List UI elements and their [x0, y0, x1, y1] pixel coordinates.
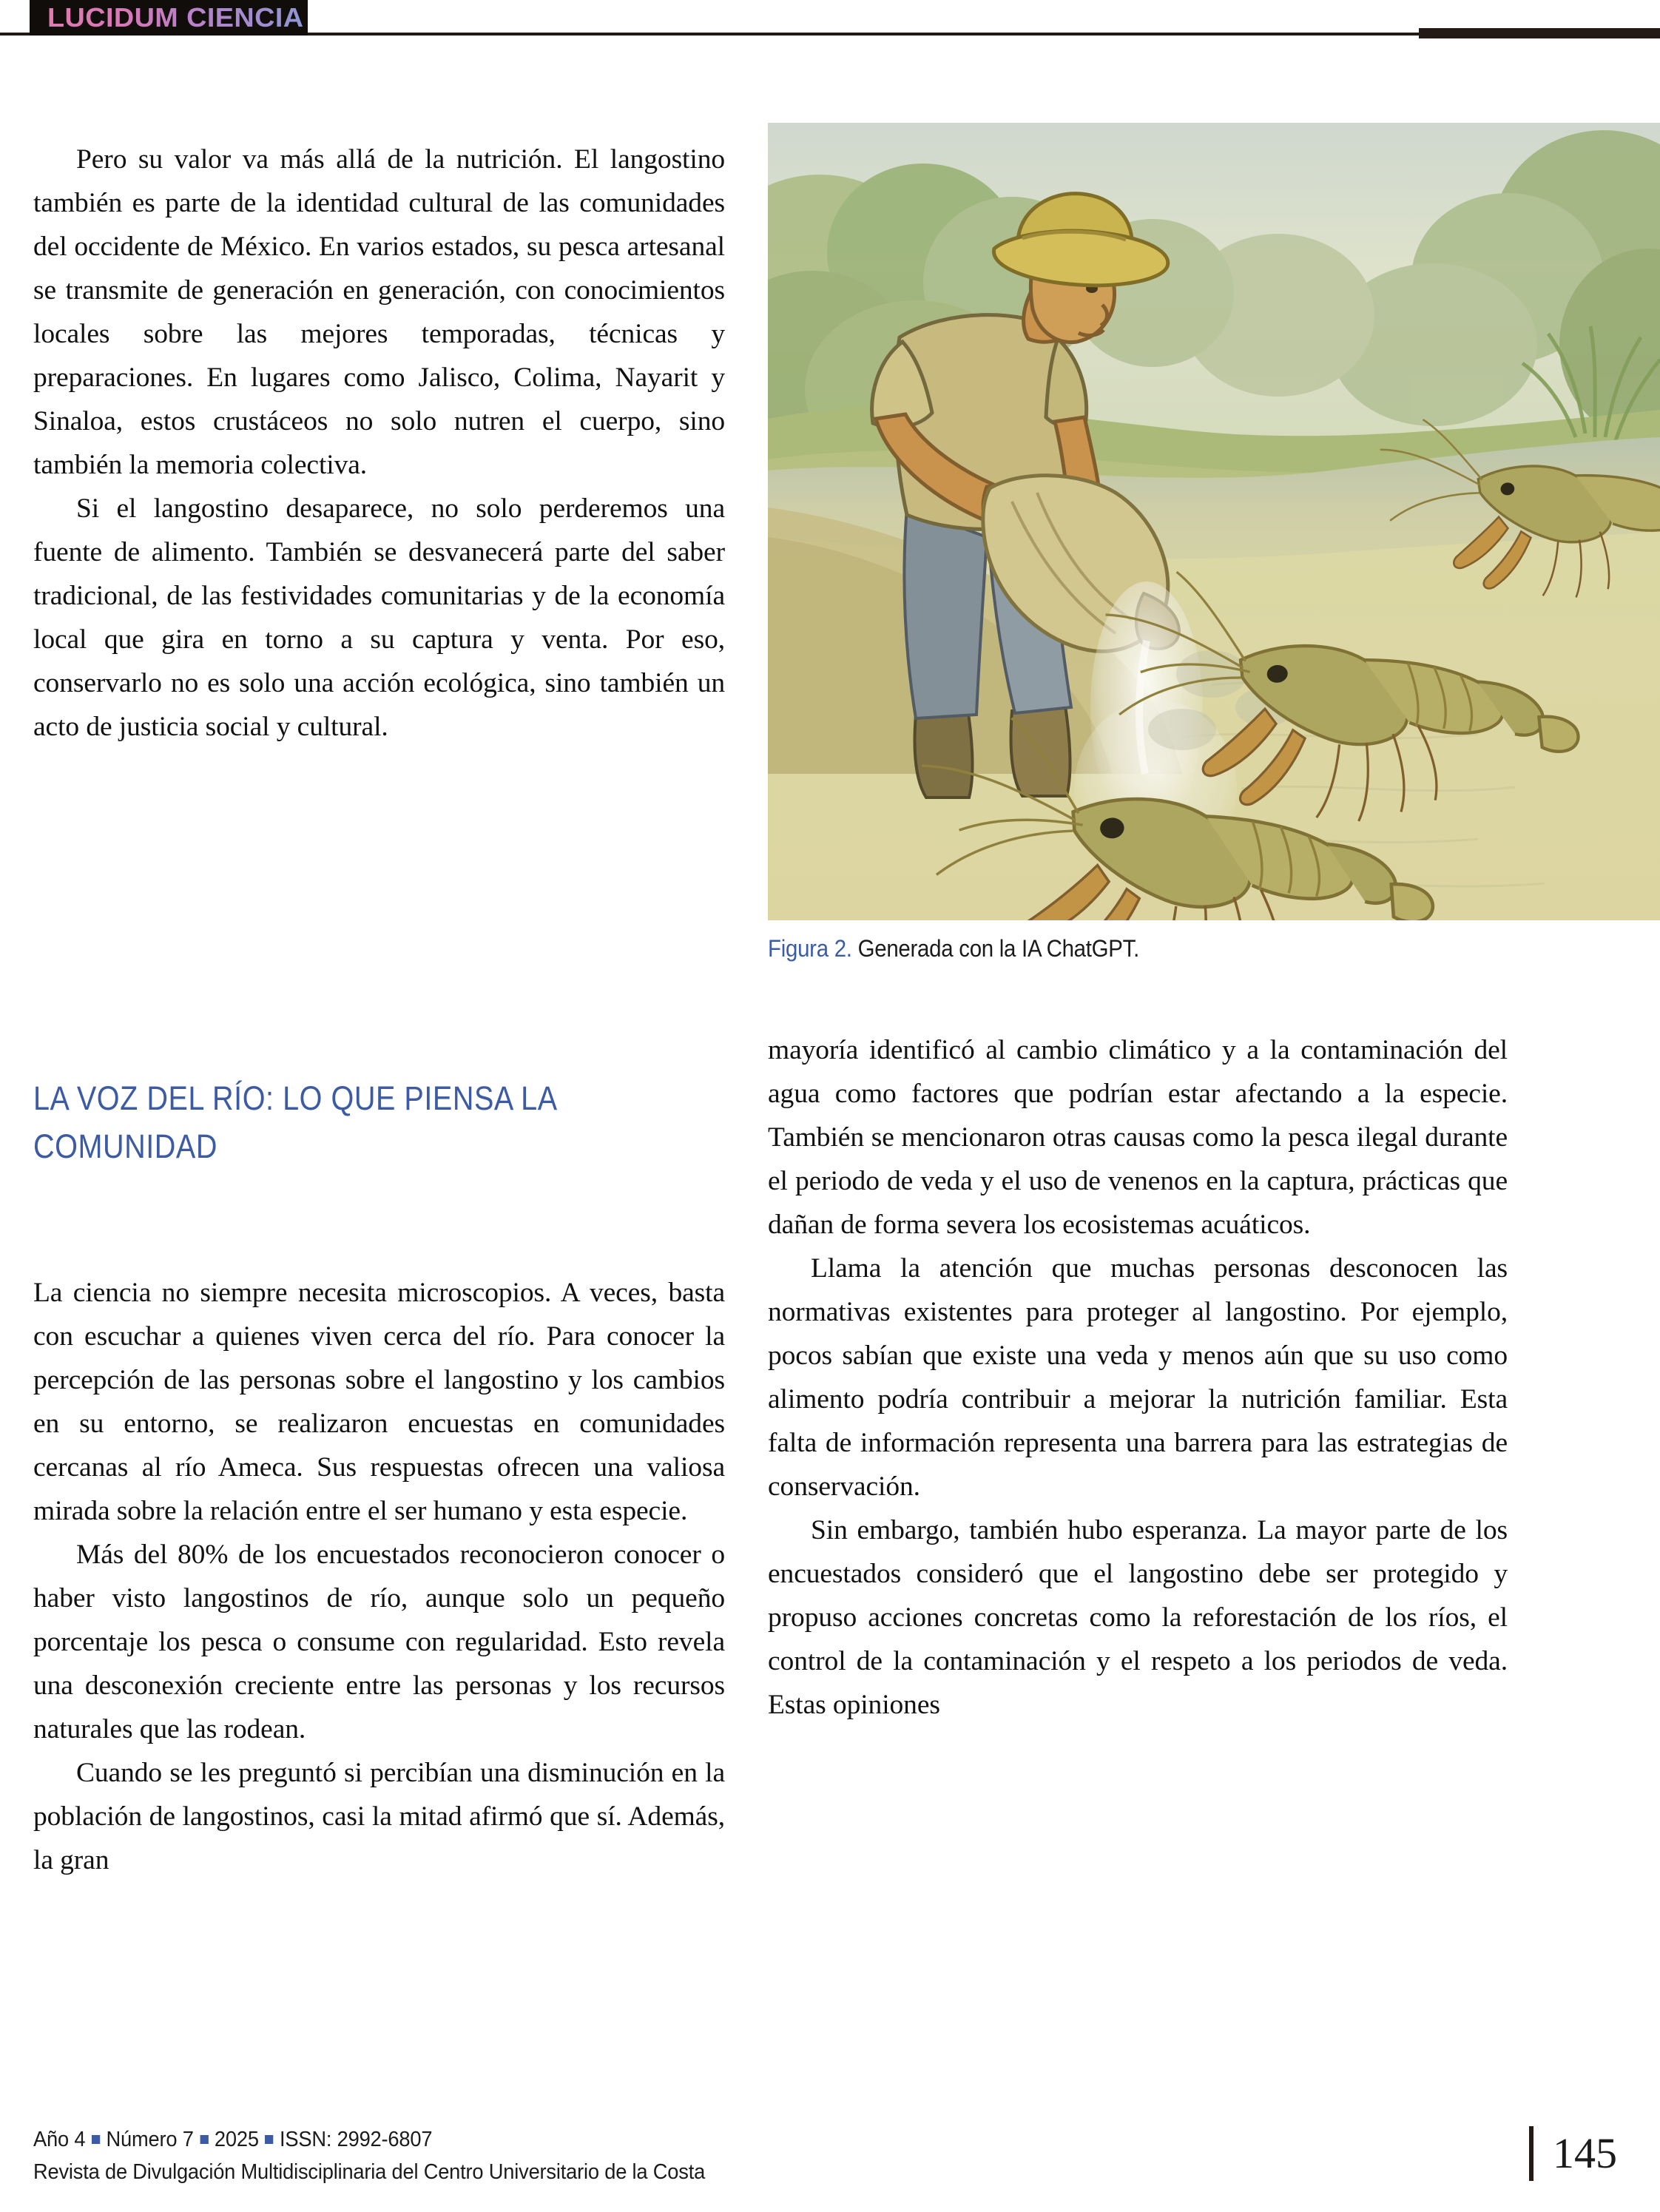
footer-number: Número 7: [106, 2128, 194, 2151]
paragraph: Si el langostino desaparece, no solo perderemos una fuente de alimento. También se desvanecerá parte del saber tradicional, de las festividades comunitarias y de la economía local que gira en torno a su captura y venta. Por eso, conservarlo no es solo una acción ecológica, sino también un acto de justicia social y cultural.: [33, 493, 725, 742]
left-column-section-text: [33, 1271, 725, 1882]
paragraph: Sin embargo, también hubo esperanza. La mayor parte de los encuestados consideró que el langostino debe ser protegido y propuso acciones concretas como la reforestación de los ríos, el control de la contaminación y el respeto a los periodos de veda. Estas opiniones: [768, 1515, 1508, 1720]
figure-illustration: [768, 123, 1660, 920]
footer-issn: ISSN: 2992-6807: [279, 2128, 433, 2151]
footer-date: 2025: [214, 2128, 259, 2151]
paragraph: La ciencia no siempre necesita microscopios. A veces, basta con escuchar a quienes viven cerca del río. Para conocer la percepción de las personas sobre el langostino y los cambios en su entorno, se realizaron encuestas en comunidades cercanas al río Ameca. Sus respuestas ofrecen una valiosa mirada sobre la relación entre el ser humano y esta especie.: [33, 1278, 725, 1526]
left-column-text: [33, 138, 725, 749]
figure-caption: [768, 934, 1589, 963]
page-number-group: [1529, 2122, 1617, 2185]
page-number-rule: [1529, 2126, 1534, 2181]
right-column-text: [768, 1028, 1508, 1727]
section-heading: LA VOZ DEL RÍO: LO QUE PIENSA LA COMUNIDAD: [33, 1079, 556, 1165]
figure-label: Figura 2.: [768, 935, 852, 962]
bullet-square-icon: [200, 2135, 208, 2144]
page-footer: [33, 2123, 1076, 2188]
river-prawn-illustration-svg: [768, 123, 1660, 920]
paragraph: Cuando se les preguntó si percibían una disminución en la población de langostinos, casi la mitad afirmó que sí. Además, la gran: [33, 1758, 725, 1875]
footer-year: Año 4: [33, 2128, 86, 2151]
masthead-title: LUCIDUM CIENCIA: [47, 2, 304, 33]
paragraph: Pero su valor va más allá de la nutrición. El langostino también es parte de la identidad cultural de las comunidades del occidente de México. En varios estados, su pesca artesanal se transmite de generación en generación, con conocimientos locales sobre las mejores temporadas, técnicas y preparaciones. En lugares como Jalisco, Colima, Nayarit y Sinaloa, estos crustáceos no solo nutren el cuerpo, sino también la memoria colectiva.: [33, 144, 725, 480]
page-number: 145: [1553, 2129, 1617, 2177]
paragraph: Más del 80% de los encuestados reconocieron conocer o haber visto langostinos de río, aunque solo un pequeño porcentaje los pesca o consume con regularidad. Esto revela una desconexión creciente entre las personas y los recursos naturales que las rodean.: [33, 1540, 725, 1744]
masthead-banner: [30, 0, 308, 36]
header-rule-thick: [1419, 28, 1660, 38]
bullet-square-icon: [265, 2135, 273, 2144]
figure-caption-text: Generada con la IA ChatGPT.: [851, 935, 1140, 962]
footer-journal-line: Revista de Divulgación Multidisciplinaria del Centro Universitario de la Costa: [33, 2160, 706, 2184]
bullet-square-icon: [92, 2135, 100, 2144]
paragraph: Llama la atención que muchas personas desconocen las normativas existentes para proteger al langostino. Por ejemplo, pocos sabían que existe una veda y menos aún que su uso como alimento podría contribuir a mejorar la nutrición familiar. Esta falta de información representa una barrera para las estrategias de conservación.: [768, 1253, 1508, 1502]
footer-issue-line: [33, 2123, 1076, 2156]
paragraph: mayoría identificó al cambio climático y a la contaminación del agua como factores que podrían estar afectando a la especie. También se mencionaron otras causas como la pesca ilegal durante el periodo de veda y el uso de venenos en la captura, prácticas que dañan de forma severa los ecosistemas acuáticos.: [768, 1035, 1508, 1240]
page-header: [0, 0, 1660, 44]
